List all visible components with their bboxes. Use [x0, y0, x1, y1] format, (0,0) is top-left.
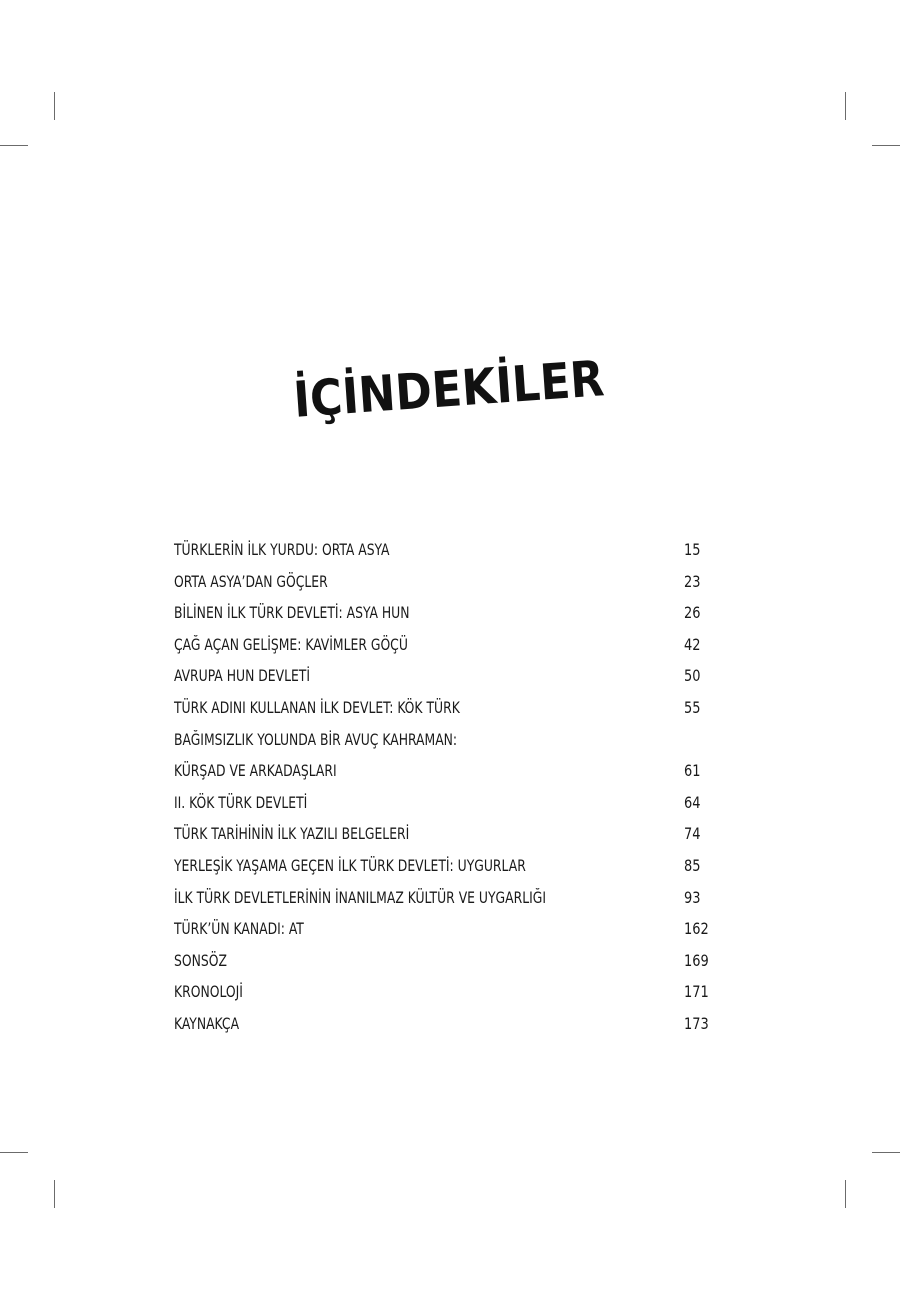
- toc-entry: [174, 787, 734, 819]
- toc-entry-title: ORTA ASYA’DAN GÖÇLER: [174, 571, 328, 591]
- crop-mark-bottom-right-vertical: [845, 1180, 846, 1208]
- table-of-contents: [174, 534, 734, 1040]
- toc-entry-title: İLK TÜRK DEVLETLERİNİN İNANILMAZ KÜLTÜR VE UYGARLIĞI: [174, 887, 546, 907]
- toc-entry: [174, 913, 734, 945]
- toc-entry-page: 173: [684, 1013, 709, 1033]
- toc-entry-page: 23: [684, 571, 701, 591]
- toc-entry-title: ÇAĞ AÇAN GELİŞME: KAVİMLER GÖÇÜ: [174, 634, 408, 654]
- toc-entry-title: BAĞIMSIZLIK YOLUNDA BİR AVUÇ KAHRAMAN:: [174, 729, 458, 749]
- crop-mark-top-right-horizontal: [872, 145, 900, 146]
- toc-entry-page: 162: [684, 919, 709, 939]
- toc-entry-title: TÜRKLERİN İLK YURDU: ORTA ASYA: [174, 540, 390, 559]
- toc-entry-title: BİLİNEN İLK TÜRK DEVLETİ: ASYA HUN: [174, 603, 410, 623]
- toc-entry-page: 93: [684, 887, 701, 907]
- toc-entry-page: 169: [684, 950, 709, 970]
- toc-entry-page: 171: [684, 982, 709, 1002]
- toc-entry: [174, 976, 734, 1008]
- toc-entry: [174, 755, 734, 787]
- toc-entry-title: TÜRK TARİHİNİN İLK YAZILI BELGELERİ: [174, 824, 410, 844]
- toc-entry-title: TÜRK ADINI KULLANAN İLK DEVLET: KÖK TÜRK: [174, 697, 460, 717]
- toc-entry-title: SONSÖZ: [174, 950, 227, 970]
- toc-entry-title: KAYNAKÇA: [174, 1013, 240, 1033]
- toc-entry: [174, 566, 734, 598]
- toc-entry-title: II. KÖK TÜRK DEVLETİ: [174, 792, 308, 812]
- toc-entry: [174, 692, 734, 724]
- crop-mark-bottom-left-horizontal: [0, 1152, 28, 1153]
- toc-entry: [174, 660, 734, 692]
- toc-entry: [174, 1008, 734, 1040]
- crop-mark-bottom-right-horizontal: [872, 1152, 900, 1153]
- toc-entry-page: 15: [684, 540, 701, 559]
- toc-entry: [174, 629, 734, 661]
- toc-entry-page: 42: [684, 634, 701, 654]
- page-title: İÇİNDEKİLER: [291, 350, 606, 430]
- toc-entry-page: 55: [684, 697, 701, 717]
- toc-entry-page: 64: [684, 792, 701, 812]
- toc-entry-page: 26: [684, 603, 701, 623]
- toc-entry: [174, 850, 734, 882]
- crop-mark-top-left-vertical: [54, 92, 55, 120]
- toc-entry: [174, 597, 734, 629]
- crop-mark-bottom-left-vertical: [54, 1180, 55, 1208]
- toc-entry-page: 61: [684, 761, 701, 781]
- toc-entry: [174, 882, 734, 914]
- toc-entry: [174, 818, 734, 850]
- toc-entry: [174, 724, 734, 756]
- toc-entry-page: 50: [684, 666, 701, 686]
- toc-entry: [174, 534, 734, 566]
- toc-entry-page: 74: [684, 824, 701, 844]
- toc-entry-title: KRONOLOJİ: [174, 982, 243, 1002]
- toc-entry-title: AVRUPA HUN DEVLETİ: [174, 666, 311, 686]
- toc-entry-title: YERLEŞİK YAŞAMA GEÇEN İLK TÜRK DEVLETİ: UYGURLAR: [174, 855, 526, 875]
- toc-entry-title: TÜRK’ÜN KANADI: AT: [174, 919, 304, 939]
- toc-entry-page: 85: [684, 855, 701, 875]
- toc-entry-title: KÜRŞAD VE ARKADAŞLARI: [174, 761, 337, 781]
- crop-mark-top-right-vertical: [845, 92, 846, 120]
- crop-mark-top-left-horizontal: [0, 145, 28, 146]
- toc-entry: [174, 945, 734, 977]
